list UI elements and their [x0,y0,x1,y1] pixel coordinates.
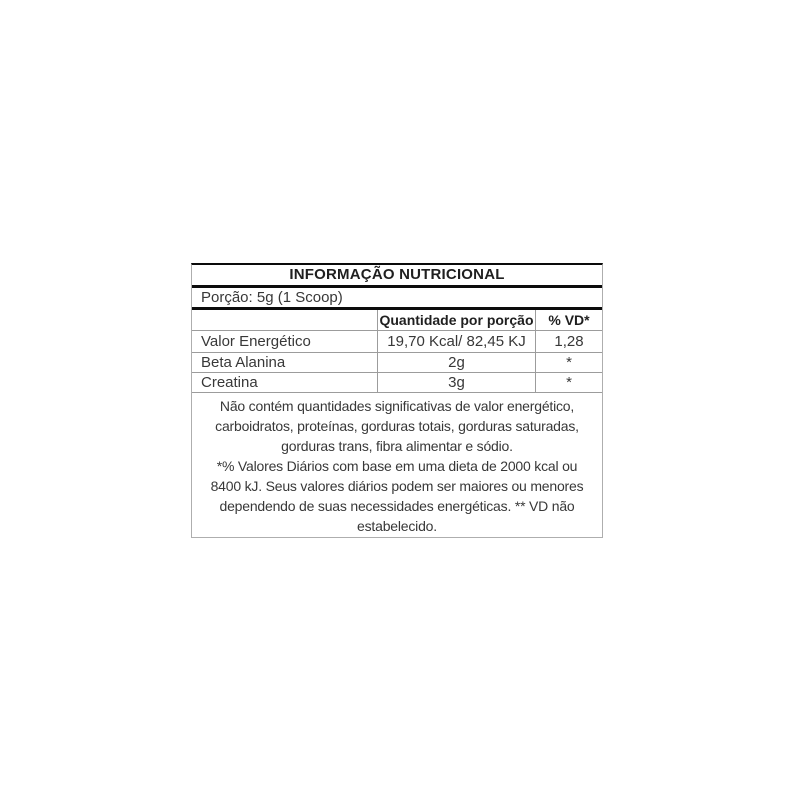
nutrition-table [191,263,603,538]
footnote-line: carboidratos, proteínas, gorduras totais, gorduras saturadas, [215,418,579,434]
footnote-line: estabelecido. [357,518,437,534]
table-title: INFORMAÇÃO NUTRICIONAL [192,265,602,288]
column-header-empty [192,310,377,330]
footnote-line: gorduras trans, fibra alimentar e sódio. [281,438,513,454]
nutrient-daily-value: * [535,373,602,392]
nutrient-name: Valor Energético [201,333,311,350]
footnote-block [192,393,602,537]
nutrient-daily-value: 1,28 [535,331,602,352]
table-row-beta-alanina [192,353,602,373]
nutrient-daily-value: * [535,353,602,372]
nutrient-quantity: 19,70 Kcal/ 82,45 KJ [377,331,535,352]
column-header-daily-value: % VD* [535,310,602,330]
footnote-line: *% Valores Diários com base em uma dieta de 2000 kcal ou [216,458,578,474]
footnote-line: dependendo de suas necessidades energéticas. ** VD não [219,498,575,514]
table-row-valor-energetico [192,331,602,353]
nutrient-quantity: 2g [377,353,535,372]
nutrient-name: Creatina [201,374,258,391]
serving-size-row: Porção: 5g (1 Scoop) [192,288,602,310]
table-row-creatina [192,373,602,393]
footnote-line: Não contém quantidades significativas de valor energético, [219,398,575,414]
column-header-row [192,310,602,331]
footnote-line: 8400 kJ. Seus valores diários podem ser maiores ou menores [210,478,584,494]
column-header-quantity: Quantidade por porção [377,310,535,330]
nutrient-name: Beta Alanina [201,354,286,371]
nutrient-quantity: 3g [377,373,535,392]
